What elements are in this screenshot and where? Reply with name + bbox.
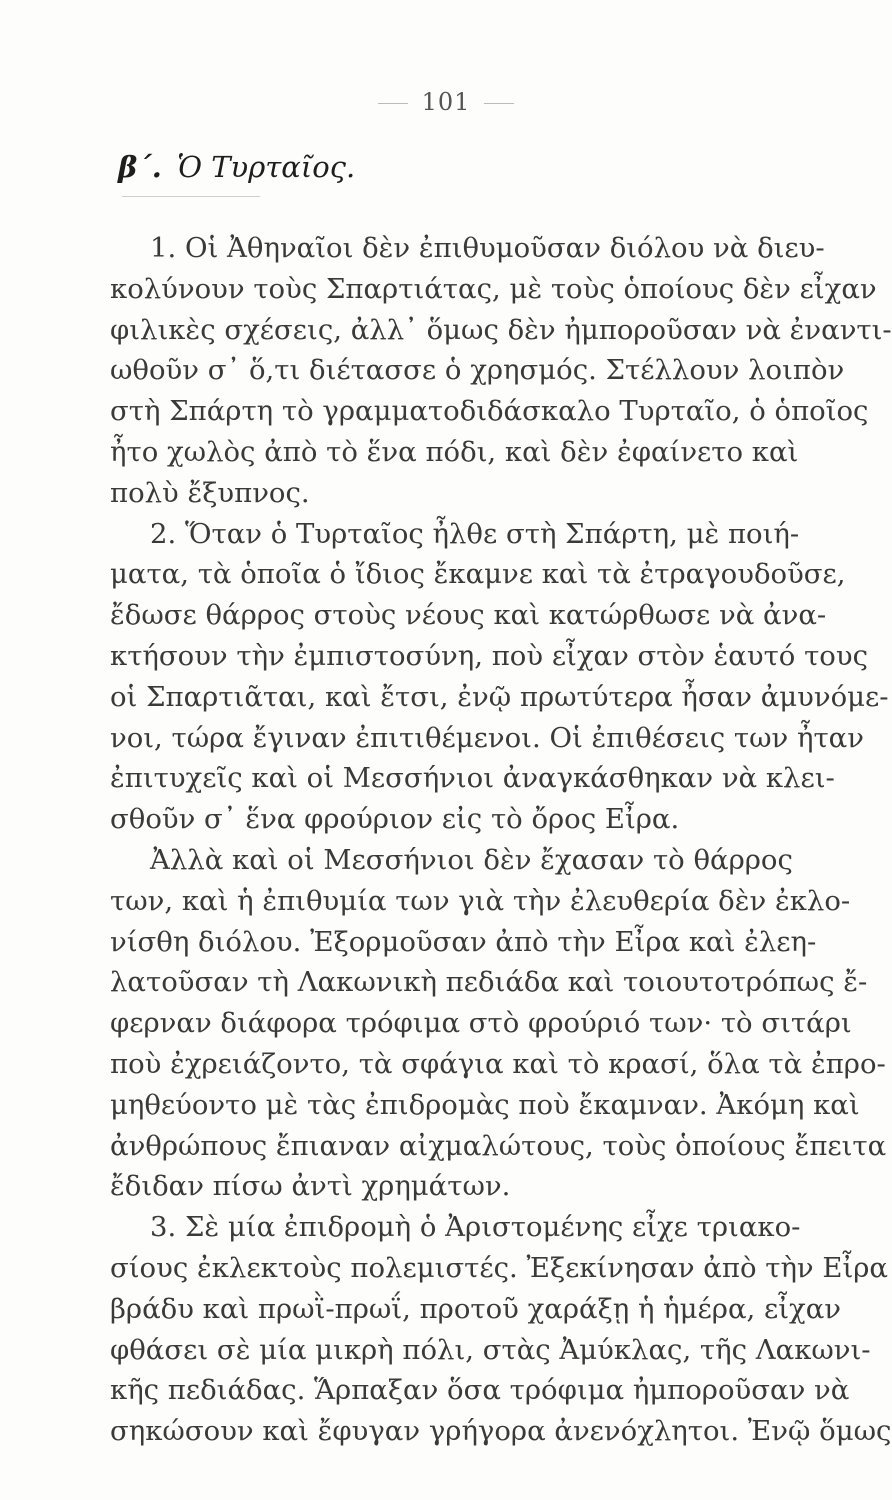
text-line: φθάσει σὲ μία μικρὴ πόλι, στὰς Ἀμύκλας, τῆς Λακωνι- [110,1333,871,1366]
right-dash-ornament [484,103,514,104]
text-line: ματα, τὰ ὁποῖα ὁ ἴδιος ἔκαμνε καὶ τὰ ἐτραγουδοῦσε, [110,558,846,591]
text-line: ἔδωσε θάρρος στοὺς νέους καὶ κατώρθωσε νὰ ἀνα- [110,599,827,632]
text-line: σηκώσουν καὶ ἔφυγαν γρήγορα ἀνενόχλητοι. Ἐνῷ ὅμως [110,1415,892,1448]
text-line: 1. Οἱ Ἀθηναῖοι δὲν ἐπιθυμοῦσαν διόλου νὰ διευ- [150,232,825,264]
text-line: κτήσουν τὴν ἐμπιστοσύνη, ποὺ εἶχαν στὸν ἑαυτό τους [110,639,868,672]
section-heading-rule [122,196,260,197]
text-line: των, καὶ ἡ ἐπιθυμία των γιὰ τὴν ἐλευθερία δὲν ἐκλο- [110,884,851,917]
text-line: ἀνθρώπους ἔπιαναν αἰχμαλώτους, τοὺς ὁποίους ἔπειτα [110,1129,887,1162]
text-line: βράδυ καὶ πρωῒ-πρωΐ, προτοῦ χαράξῃ ἡ ἡμέρα, εἶχαν [110,1292,841,1325]
text-line: ποὺ ἐχρειάζοντο, τὰ σφάγια καὶ τὸ κρασί, ὅλα τὰ ἐπρο- [110,1047,886,1080]
text-line: λατοῦσαν τὴ Λακωνικὴ πεδιάδα καὶ τοιουτοτρόπως ἔ- [110,966,868,999]
text-line: ἔδιδαν πίσω ἀντὶ χρημάτων. [110,1170,511,1203]
text-line: σθοῦν σ᾿ ἕνα φρούριον εἰς τὸ ὄρος Εἶρα. [110,803,680,836]
text-line: σίους ἐκλεκτοὺς πολεμιστές. Ἐξεκίνησαν ἀπὸ τὴν Εἶρα [110,1251,888,1284]
text-line: ωθοῦν σ᾿ ὅ,τι διέτασσε ὁ χρησμός. Στέλλουν λοιπὸν [110,354,845,387]
text-line: μηθεύοντο μὲ τὰς ἐπιδρομὰς ποὺ ἔκαμναν. Ἀκόμη καὶ [110,1088,860,1121]
text-line: 2. Ὅταν ὁ Τυρταῖος ἦλθε στὴ Σπάρτη, μὲ ποιή- [150,517,800,550]
body-text [110,228,892,1452]
text-line: Ἀλλὰ καὶ οἱ Μεσσήνιοι δὲν ἔχασαν τὸ θάρρος [150,843,793,876]
section-marker: β΄. [118,150,162,184]
section-heading [118,150,355,184]
text-line: νοι, τώρα ἔγιναν ἐπιτιθέμενοι. Οἱ ἐπιθέσεις των ἦταν [110,721,864,754]
text-line: 3. Σὲ μία ἐπιδρομὴ ὁ Ἀριστομένης εἶχε τριακο- [150,1211,801,1244]
text-line: κολύνουν τοὺς Σπαρτιάτας, μὲ τοὺς ὁποίους δὲν εἶχαν [110,272,877,305]
section-title: Ὁ Τυρταῖος. [177,150,356,184]
text-line: νίσθη διόλου. Ἐξορμοῦσαν ἀπὸ τὴν Εἶρα καὶ ἐλεη- [110,925,817,958]
text-line: φερναν διάφορα τρόφιμα στὸ φρούριό των· τὸ σιτάρι [110,1007,852,1040]
text-line: στὴ Σπάρτη τὸ γραμματοδιδάσκαλο Τυρταῖο, ὁ ὁποῖος [110,395,869,428]
left-dash-ornament [378,103,408,104]
text-line: ἦτο χωλὸς ἀπὸ τὸ ἕνα πόδι, καὶ δὲν ἐφαίνετο καὶ [110,435,799,468]
text-line: φιλικὲς σχέσεις, ἀλλ᾿ ὅμως δὲν ἠμποροῦσαν νὰ ἐναντι- [110,313,892,346]
page-number-header [0,88,892,116]
text-line: ἐπιτυχεῖς καὶ οἱ Μεσσήνιοι ἀναγκάσθηκαν νὰ κλει- [110,762,835,795]
text-line: οἱ Σπαρτιᾶται, καὶ ἔτσι, ἐνῷ πρωτύτερα ἦσαν ἀμυνόμε- [110,680,889,713]
page-number: 101 [421,88,471,116]
text-line: κῆς πεδιάδας. Ἅρπαξαν ὅσα τρόφιμα ἠμποροῦσαν νὰ [110,1374,850,1407]
text-line: πολὺ ἔξυπνος. [110,476,310,509]
